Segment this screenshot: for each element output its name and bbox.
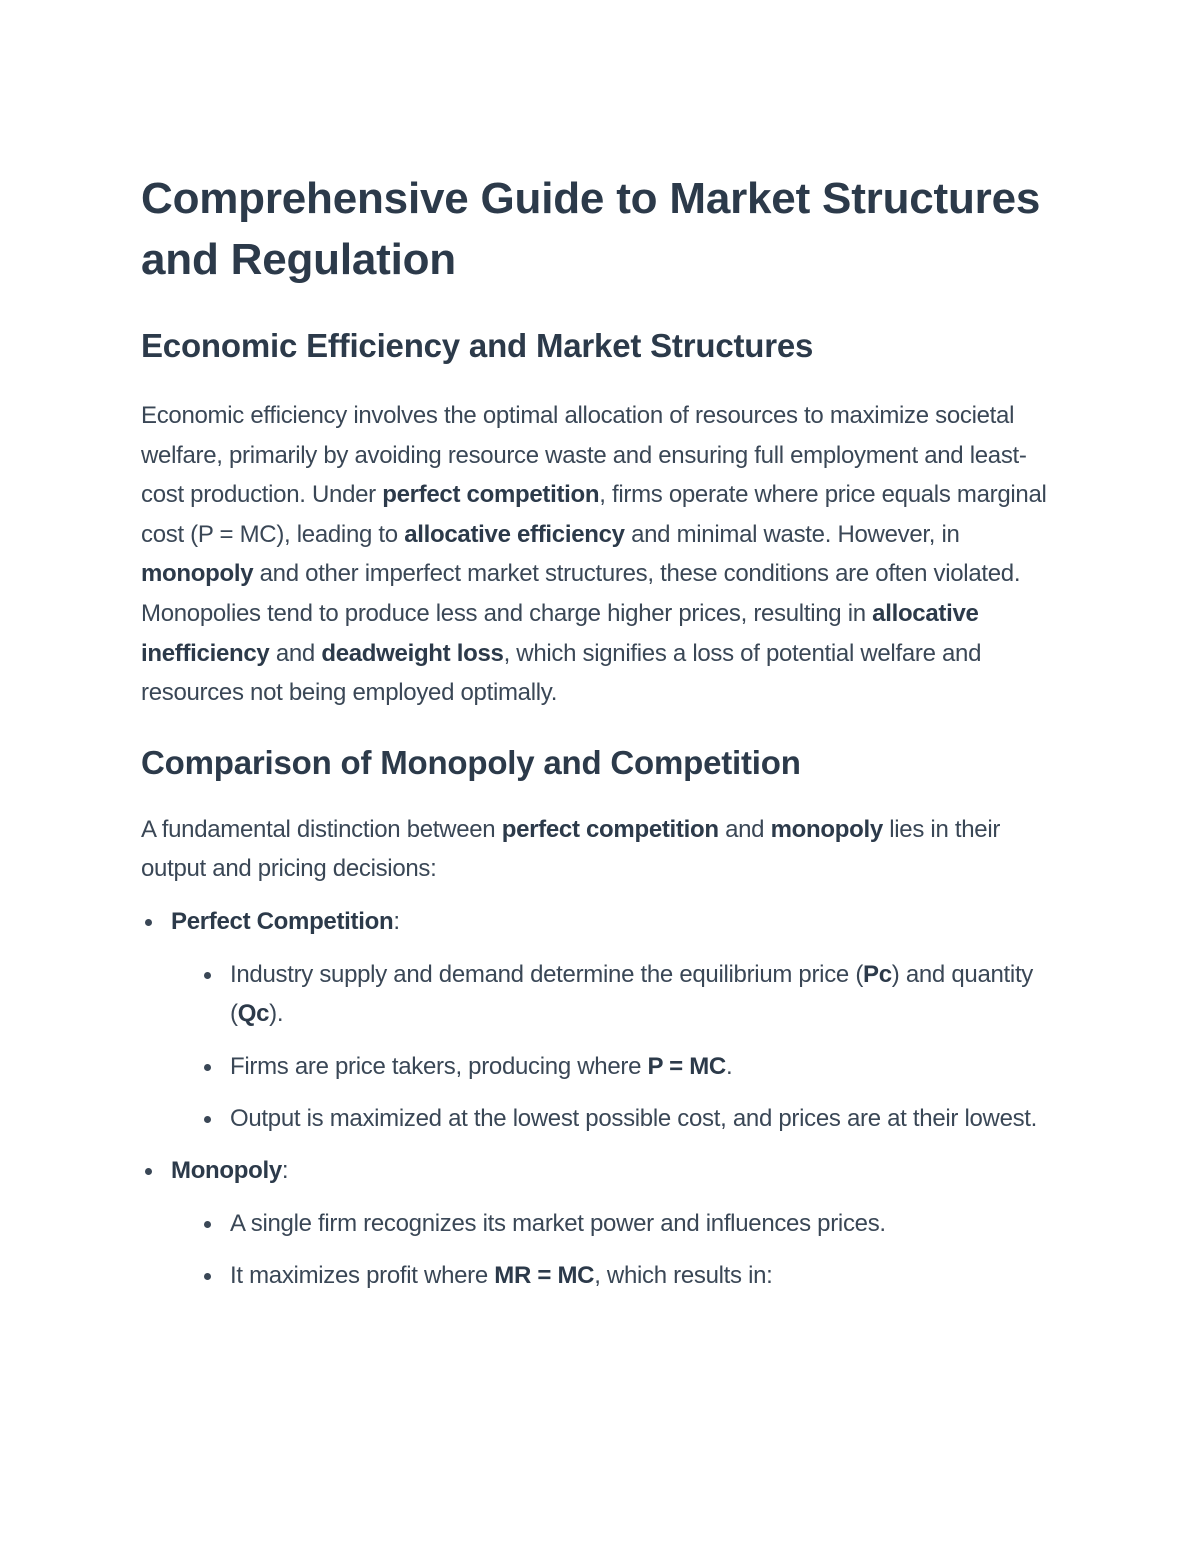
list-item: Firms are price takers, producing where P = MC.: [200, 1047, 1066, 1087]
section-heading-comparison: Comparison of Monopoly and Competition: [141, 743, 801, 781]
monopoly-sublist: [171, 1204, 1066, 1296]
term-monopoly: monopoly: [141, 560, 254, 588]
bullet-icon: [204, 1273, 211, 1280]
list-item-monopoly: Monopoly: A single firm recognizes its market power and influences prices. It maximizes profit where MR = MC, which results in:: [141, 1151, 1066, 1296]
document-page: [141, 168, 1066, 1296]
bullet-icon: [204, 1221, 211, 1228]
list-item: A single firm recognizes its market power and influences prices.: [200, 1204, 1066, 1244]
list-item-label: Perfect Competition: [171, 907, 394, 935]
comparison-intro-paragraph: A fundamental distinction between perfect competition and monopoly lies in their output and pricing decisions:: [141, 815, 1001, 883]
bullet-icon: [204, 1116, 211, 1123]
term-perfect-competition: perfect competition: [382, 481, 600, 509]
section-heading-economic-efficiency: Economic Efficiency and Market Structures: [141, 327, 814, 364]
list-item: Output is maximized at the lowest possible cost, and prices are at their lowest.: [200, 1099, 1066, 1139]
bullet-icon: [145, 919, 152, 926]
efficiency-paragraph: Economic efficiency involves the optimal allocation of resources to maximize societal welfare, primarily by avoiding resource waste and ensuring full employment and least-cost production. Under perfect competition, firms operate where price equals marginal cost (P = MC), leading to allocative efficiency and minimal waste. However, in monopoly and other imperfect market structures, these conditions are often violated. Monopolies tend to produce less and charge higher prices, resulting in allocative inefficiency and deadweight loss, which signifies a loss of potential welfare and resources not being employed optimally.: [141, 402, 1047, 707]
bullet-icon: [204, 972, 211, 979]
list-item: Industry supply and demand determine the equilibrium price (Pc) and quantity (Qc).: [200, 955, 1066, 1034]
bullet-icon: [204, 1064, 211, 1071]
term-allocative-efficiency: allocative efficiency: [404, 520, 625, 548]
term-monopoly: monopoly: [770, 815, 883, 843]
page-title: Comprehensive Guide to Market Structures and Regulation: [141, 174, 1041, 284]
list-item-perfect-competition: Perfect Competition: Industry supply and demand determine the equilibrium price (Pc) and quantity (Qc). Firms are price takers, producing where P = MC. Output is maximized at the lowest possible cost, and prices are at their lowest.: [141, 902, 1066, 1139]
term-perfect-competition: perfect competition: [501, 815, 719, 843]
bullet-icon: [145, 1168, 152, 1175]
comparison-list: [141, 902, 1066, 1296]
term-deadweight-loss: deadweight loss: [321, 639, 504, 667]
perfect-competition-sublist: [171, 955, 1066, 1139]
list-item: It maximizes profit where MR = MC, which results in:: [200, 1256, 1066, 1296]
term-allocative-inefficiency: allocative inefficiency: [141, 599, 979, 667]
list-item-label: Monopoly: [171, 1156, 282, 1184]
